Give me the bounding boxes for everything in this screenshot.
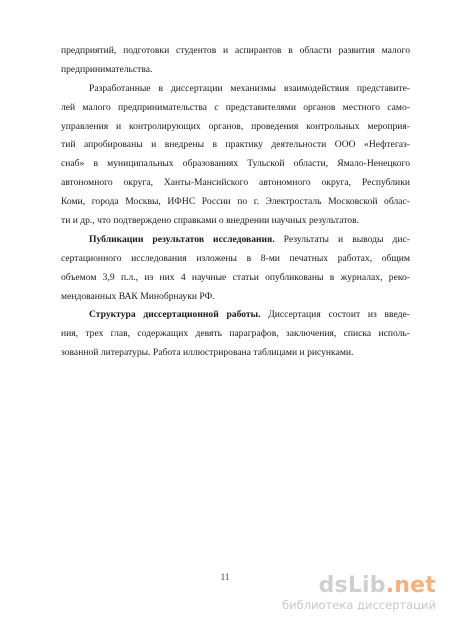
dslib-watermark <box>282 575 436 612</box>
watermark-logo-main: dsLib <box>318 573 386 598</box>
text-line: Коми, города Москвы, ИФНС России по г. Электросталь Московской облас- <box>61 196 410 208</box>
text-line: ния, трех глав, содержащих девять параграфов, заключения, списка исполь- <box>61 328 410 340</box>
text-line: объемом 3,9 п.л., из них 4 научные статьи опубликованы в журналах, реко- <box>61 271 410 283</box>
publications-first-line-rest: Результаты и выводы дис- <box>274 233 410 245</box>
text-line: ти и др., что подтверждено справками о внедрении научных результатов. <box>61 215 359 227</box>
text-line: лей малого предпринимательства с представителями органов местного само- <box>61 101 410 113</box>
text-line: управления и контролирующих органов, проведения контрольных мероприя- <box>61 120 410 132</box>
text-line: тий апробированы и внедрены в практику деятельности ООО «Нефтегаз- <box>61 139 410 151</box>
text-line: сертационного исследования изложены в 8-ми печатных работах, общим <box>61 252 410 264</box>
watermark-logo <box>282 575 436 597</box>
watermark-subtitle: библиотека диссертаций <box>282 598 436 612</box>
text-line: предпринимательства. <box>61 63 153 75</box>
publications-heading: Публикации результатов исследования. <box>89 233 275 245</box>
structure-heading: Структура диссертационной работы. <box>89 309 261 321</box>
text-line: мендованных ВАК Минобрнауки РФ. <box>61 290 215 302</box>
text-line: снаб» в муниципальных образованиях Тульской области, Ямало-Ненецкого <box>61 158 410 170</box>
document-body <box>61 42 410 363</box>
text-line: предприятий, подготовки студентов и аспирантов в области развития малого <box>61 45 410 56</box>
page-number: 11 <box>220 572 230 582</box>
publications-paragraph-first-line <box>61 231 410 250</box>
structure-first-line-rest: Диссертация состоит из введе- <box>260 309 410 321</box>
watermark-logo-tld: .net <box>385 573 436 598</box>
text-line: автономного округа, Ханты-Мансийского автономного округа, Республики <box>61 177 410 189</box>
text-line: зованной литературы. Работа иллюстрирована таблицами и рисунками. <box>61 347 354 359</box>
paragraph-first-line: Разработанные в диссертации механизмы взаимодействия представите- <box>89 82 410 94</box>
structure-paragraph-first-line <box>61 306 410 325</box>
